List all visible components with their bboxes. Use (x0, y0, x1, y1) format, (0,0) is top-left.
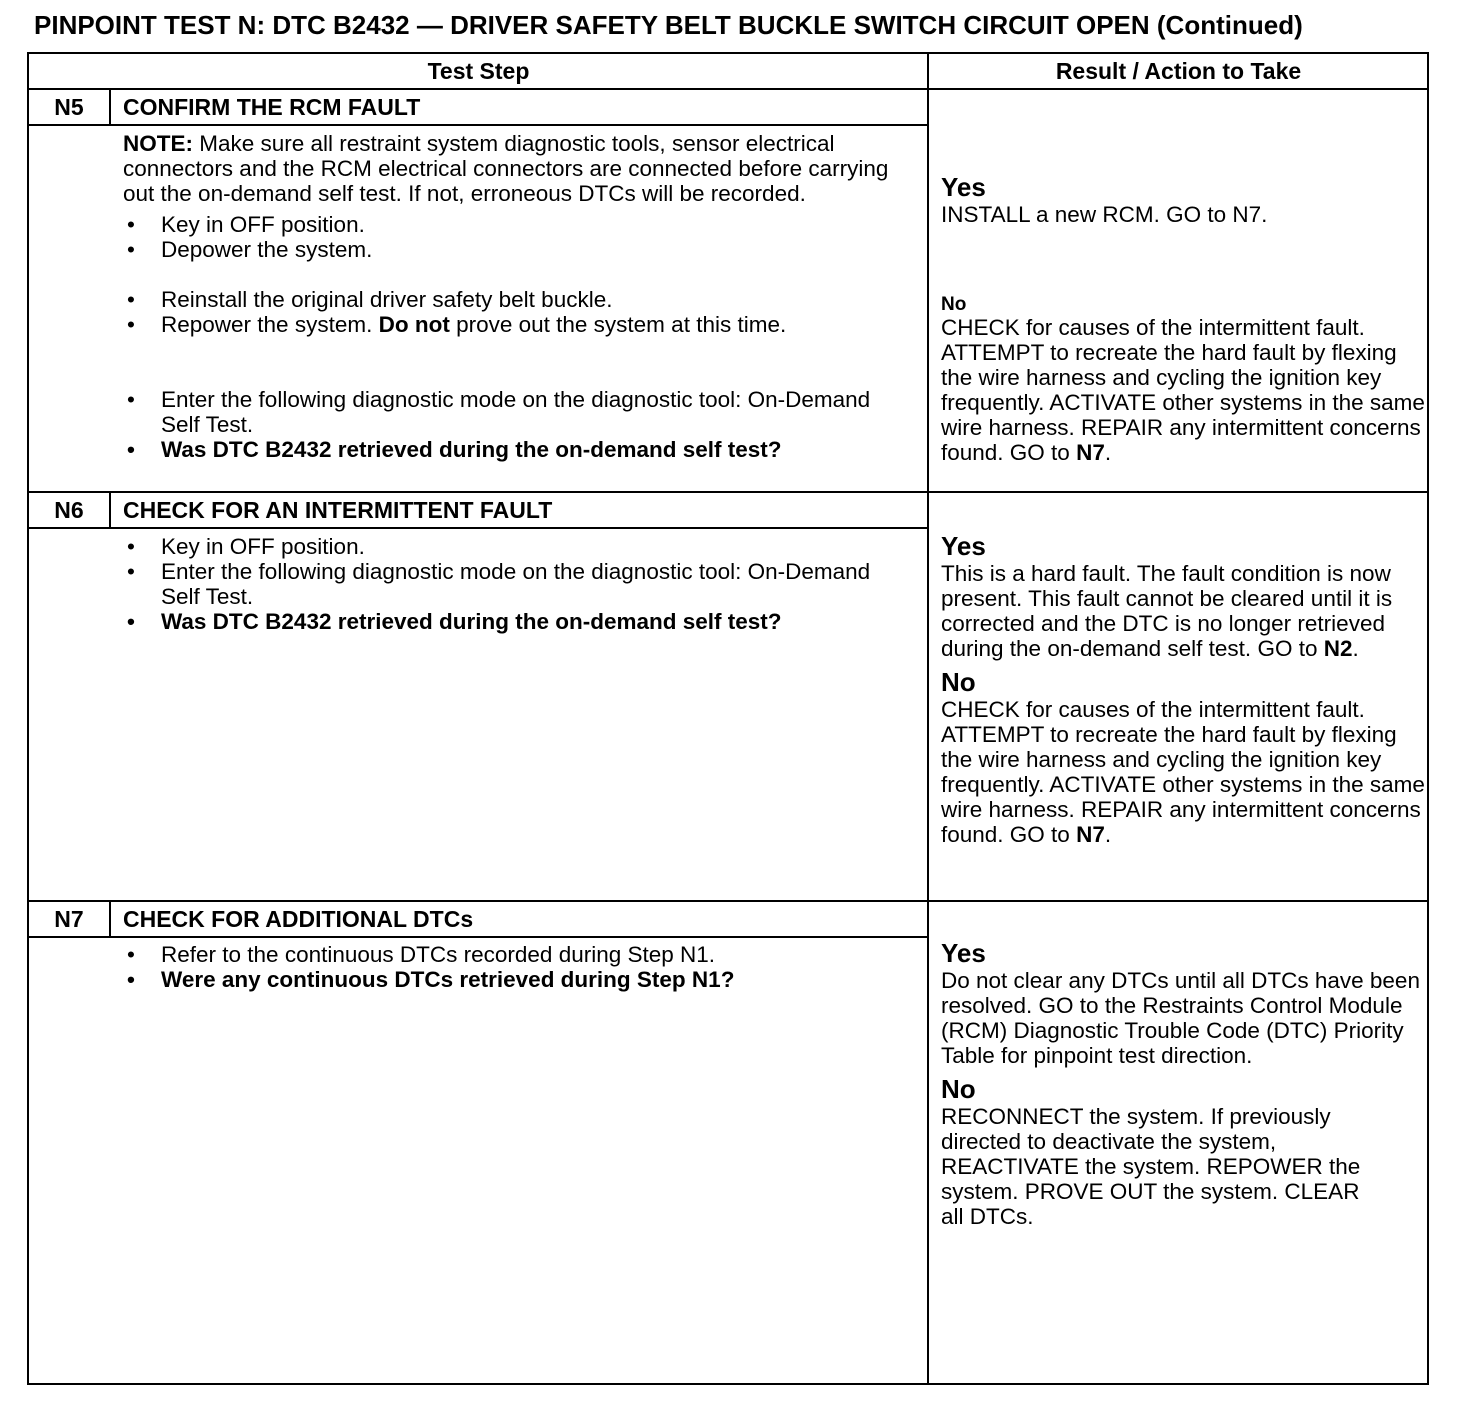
result-n6 (941, 531, 1427, 853)
header-result-action: Result / Action to Take (1055, 58, 1302, 84)
pinpoint-table (27, 52, 1429, 1385)
note-label: NOTE: (123, 131, 193, 156)
bullet-text: Enter the following diagnostic mode on the diagnostic tool: On-Demand Self Test. (161, 559, 871, 609)
yes-action: INSTALL a new RCM. GO to N7. (941, 202, 1268, 227)
bullet-icon: • (127, 967, 135, 992)
punct: . (1352, 636, 1359, 661)
step-body-n5 (123, 131, 923, 462)
no-label: No (941, 667, 976, 697)
bullet-text: Enter the following diagnostic mode on the diagnostic tool: On-Demand Self Test. (161, 387, 871, 437)
bullet-item (123, 237, 923, 262)
bullet-icon: • (127, 287, 135, 312)
step-title: CHECK FOR AN INTERMITTENT FAULT (123, 497, 553, 523)
step-id: N7 (29, 902, 111, 936)
step-title: CONFIRM THE RCM FAULT (123, 94, 421, 120)
step-header-n7 (29, 902, 927, 938)
no-label: No (941, 1074, 976, 1104)
step-row-n5 (29, 90, 1427, 493)
bullet-icon: • (127, 559, 135, 584)
step-row-n6 (29, 493, 1427, 902)
bullet-item (123, 534, 923, 559)
bullet-icon: • (127, 212, 135, 237)
punct: . (1104, 822, 1112, 847)
bullet-item (123, 312, 923, 337)
bullet-item (123, 437, 923, 462)
yes-label: Yes (941, 938, 986, 968)
table-header (29, 54, 1427, 90)
bullet-text: Reinstall the original driver safety belt buckle. (161, 287, 613, 312)
bullet-text: Depower the system. (161, 237, 373, 262)
no-action-text: CHECK for causes of the intermittent fault. ATTEMPT to recreate the hard fault by flexing the wire harness and cycling the ignition key frequently. ACTIVATE other systems in the same wire harness. REPAIR any intermittent concerns found. GO to (941, 697, 1425, 847)
bullet-icon: • (127, 387, 135, 412)
punct: . (1104, 440, 1112, 465)
no-action (941, 315, 1427, 465)
bullet-item (123, 559, 923, 609)
step-row-n7 (29, 902, 1427, 1383)
page-title: PINPOINT TEST N: DTC B2432 — DRIVER SAFETY BELT BUCKLE SWITCH CIRCUIT OPEN (Continued) (34, 10, 1303, 40)
yes-action (941, 561, 1427, 661)
bullet-icon: • (127, 437, 135, 462)
bullet-item (123, 609, 923, 634)
bullet-item (123, 212, 923, 237)
bullet-text: Were any continuous DTCs retrieved during Step N1? (161, 967, 735, 992)
no-action: RECONNECT the system. If previously directed to deactivate the system, REACTIVATE the system. REPOWER the system. PROVE OUT the system. CLEAR all DTCs. (941, 1104, 1361, 1229)
bullet-text: Repower the system. (161, 312, 379, 337)
step-body-n6 (123, 534, 923, 634)
no-action (941, 697, 1427, 847)
step-id: N6 (29, 493, 111, 527)
bullet-item (123, 387, 923, 437)
bullet-icon: • (127, 534, 135, 559)
note (123, 131, 923, 206)
no-label: No (941, 294, 967, 315)
yes-action: Do not clear any DTCs until all DTCs have been resolved. GO to the Restraints Control Module (RCM) Diagnostic Trouble Code (DTC) Priority Table for pinpoint test direction. (941, 968, 1420, 1068)
bullet-text: Key in OFF position. (161, 534, 365, 559)
step-header-n5 (29, 90, 927, 126)
bullet-text: prove out the system at this time. (449, 312, 787, 337)
goto-step-link: N7 (1076, 822, 1105, 847)
header-test-step: Test Step (427, 58, 530, 84)
step-id: N5 (29, 90, 111, 124)
bullet-icon: • (127, 942, 135, 967)
result-n5 (941, 172, 1427, 471)
step-header-n6 (29, 493, 927, 529)
step-title: CHECK FOR ADDITIONAL DTCs (123, 906, 474, 932)
bullet-text: Was DTC B2432 retrieved during the on-demand self test? (161, 437, 782, 462)
goto-step-link: N2 (1323, 636, 1353, 661)
bullet-item (123, 967, 923, 992)
yes-label: Yes (941, 531, 986, 561)
bullet-icon: • (127, 312, 135, 337)
bullet-text: Refer to the continuous DTCs recorded during Step N1. (161, 942, 716, 967)
bullet-text-emphasis: Do not (378, 312, 450, 337)
step-body-n7 (123, 942, 923, 992)
bullet-icon: • (127, 609, 135, 634)
bullet-text: Key in OFF position. (161, 212, 365, 237)
bullet-text: Was DTC B2432 retrieved during the on-demand self test? (161, 609, 782, 634)
bullet-item (123, 287, 923, 312)
note-text: Make sure all restraint system diagnostic tools, sensor electrical connectors and the RCM electrical connectors are connected before carrying out the on-demand self test. If not, erroneous DTCs will be recorded. (123, 131, 889, 206)
yes-label: Yes (941, 172, 986, 202)
result-n7 (941, 938, 1427, 1235)
bullet-item (123, 942, 923, 967)
no-action-text: CHECK for causes of the intermittent fault. ATTEMPT to recreate the hard fault by flexing the wire harness and cycling the ignition key frequently. ACTIVATE other systems in the same wire harness. REPAIR any intermittent concerns found. GO to (941, 315, 1425, 465)
bullet-icon: • (127, 237, 135, 262)
goto-step-link: N7 (1076, 440, 1105, 465)
yes-action-text: This is a hard fault. The fault condition is now present. This fault cannot be cleared until it is corrected and the DTC is no longer retrieved during the on-demand self test. GO to (941, 561, 1393, 661)
